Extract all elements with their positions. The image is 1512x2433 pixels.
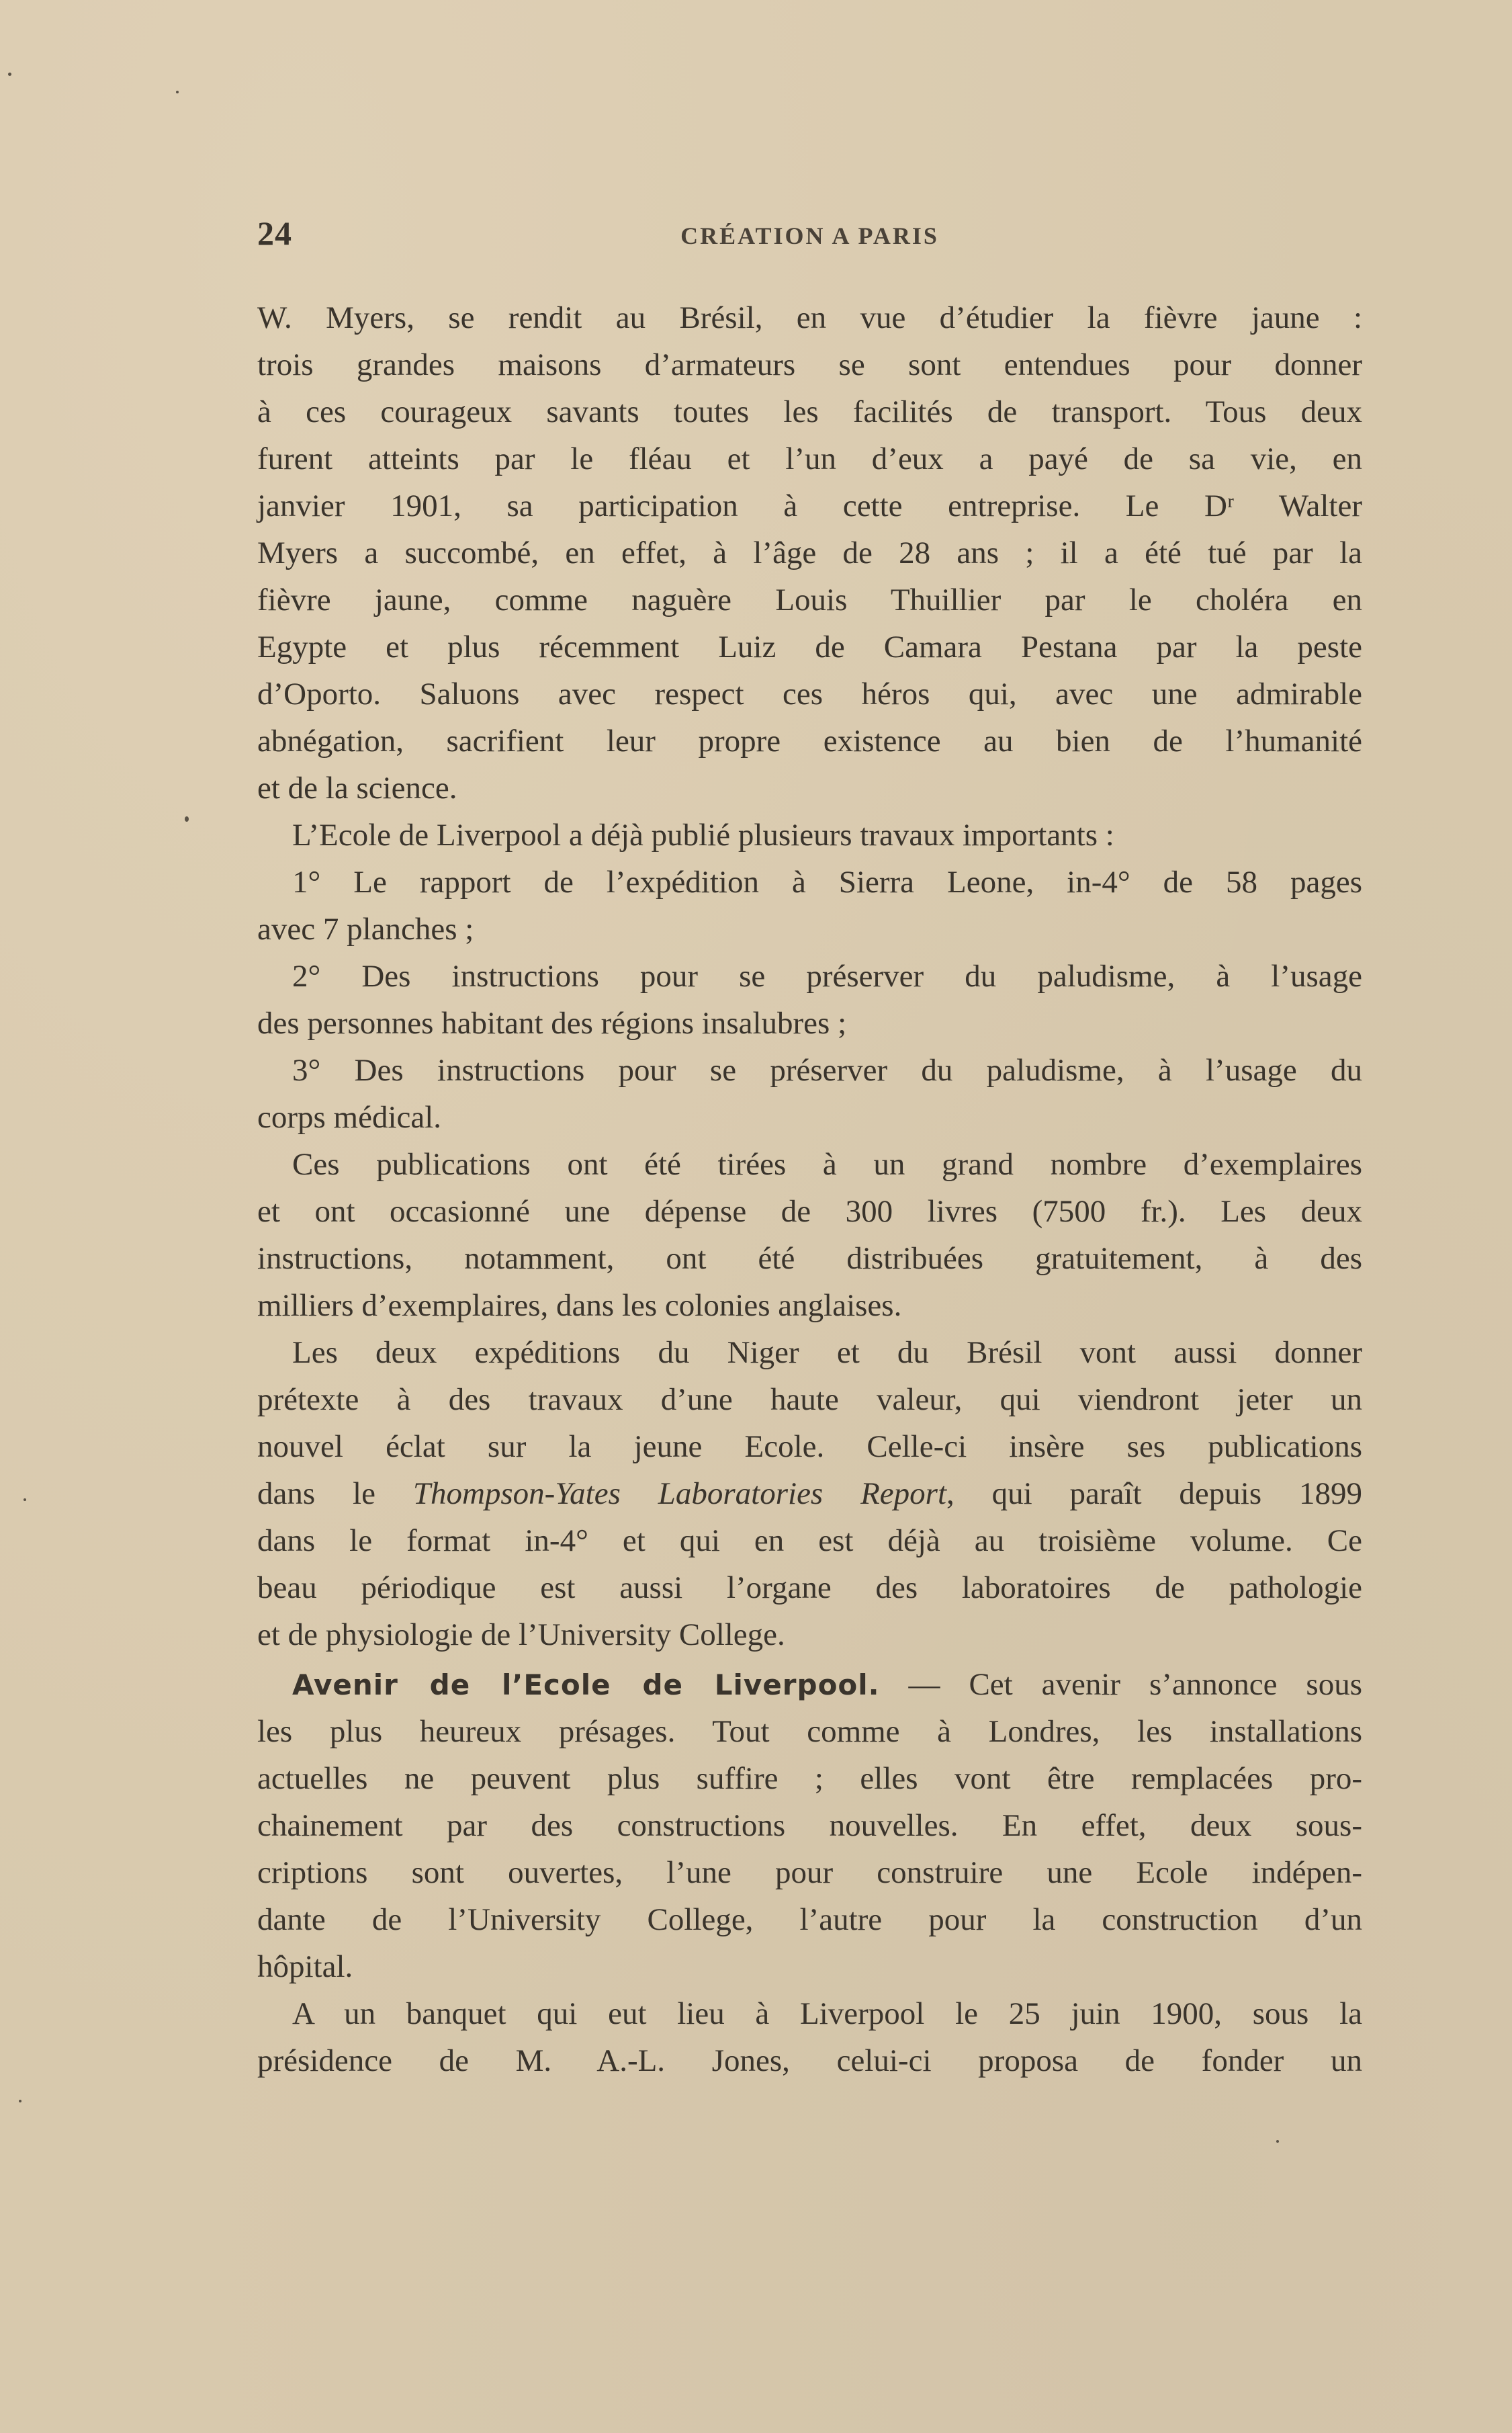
text-line: et de la science.: [257, 771, 457, 806]
text-fragment: — Cet avenir s’annonce sous: [879, 1667, 1362, 1702]
list-item: [257, 1047, 1362, 1141]
text-line: prétexte à des travaux d’une haute valeur, qui viendront jeter un: [257, 1382, 1362, 1417]
text-line: chainement par des constructions nouvelles. En effet, deux sous-: [257, 1808, 1362, 1843]
text-line: [257, 1661, 1362, 1708]
text-line: 3° Des instructions pour se préserver du paludisme, à l’usage du: [292, 1053, 1362, 1088]
paper-speck: [19, 2100, 21, 2102]
text-line: et de physiologie de l’University College.: [257, 1617, 785, 1652]
text-line: nouvel éclat sur la jeune Ecole. Celle-ci insère ses publications: [257, 1429, 1362, 1464]
text-line: fièvre jaune, comme naguère Louis Thuillier par le choléra en: [257, 583, 1362, 617]
paper-speck: [1276, 2140, 1279, 2143]
text-line: avec 7 planches ;: [257, 912, 474, 947]
text-line: actuelles ne peuvent plus suffire ; elles vont être remplacées pro-: [257, 1761, 1362, 1796]
text-line: furent atteints par le fléau et l’un d’eux a payé de sa vie, en: [257, 441, 1362, 476]
text-line: janvier 1901, sa participation à cette entreprise. Le Dʳ Walter: [257, 488, 1362, 523]
text-line: 1° Le rapport de l’expédition à Sierra Leone, in-4° de 58 pages: [292, 865, 1362, 900]
text-line: L’Ecole de Liverpool a déjà publié plusieurs travaux importants :: [292, 818, 1114, 853]
paper-speck: [185, 816, 189, 822]
paragraph: [257, 812, 1362, 859]
journal-title: Thompson-Yates Laboratories Report: [412, 1476, 947, 1511]
section-heading: Avenir de l’Ecole de Liverpool.: [292, 1668, 880, 1701]
text-line: Les deux expéditions du Niger et du Brésil vont aussi donner: [292, 1335, 1362, 1370]
text-line: et ont occasionné une dépense de 300 livres (7500 fr.). Les deux: [257, 1194, 1362, 1229]
text-line: Egypte et plus récemment Luiz de Camara Pestana par la peste: [257, 630, 1362, 665]
paper-speck: [176, 91, 179, 93]
text-line: 2° Des instructions pour se préserver du paludisme, à l’usage: [292, 959, 1362, 994]
list-item: [257, 859, 1362, 953]
paragraph: [257, 294, 1362, 812]
text-line: d’Oporto. Saluons avec respect ces héros qui, avec une admirable: [257, 677, 1362, 712]
text-line: les plus heureux présages. Tout comme à Londres, les installations: [257, 1714, 1362, 1749]
page-number: 24: [257, 214, 292, 252]
text-line: des personnes habitant des régions insalubres ;: [257, 1006, 847, 1041]
text-line: présidence de M. A.-L. Jones, celui-ci proposa de fonder un: [257, 2043, 1362, 2078]
running-title: CRÉATION A PARIS: [680, 222, 939, 249]
text-line: W. Myers, se rendit au Brésil, en vue d’étudier la fièvre jaune :: [257, 300, 1362, 335]
text-fragment: , qui paraît depuis 1899: [946, 1476, 1362, 1511]
paper-speck: [8, 73, 11, 76]
paragraph: [257, 1990, 1362, 2084]
text-line: beau périodique est aussi l’organe des laboratoires de pathologie: [257, 1570, 1362, 1605]
text-line: dans le format in-4° et qui en est déjà au troisième volume. Ce: [257, 1523, 1362, 1558]
text-line: Myers a succombé, en effet, à l’âge de 28 ans ; il a été tué par la: [257, 536, 1362, 570]
text-line: trois grandes maisons d’armateurs se sont entendues pour donner: [257, 347, 1362, 382]
text-line: hôpital.: [257, 1949, 353, 1984]
list-item: [257, 953, 1362, 1047]
paper-speck: [24, 1498, 26, 1501]
text-line: [257, 1470, 1362, 1517]
text-line: abnégation, sacrifient leur propre existence au bien de l’humanité: [257, 724, 1362, 759]
text-line: criptions sont ouvertes, l’une pour construire une Ecole indépen-: [257, 1855, 1362, 1890]
text-line: instructions, notamment, ont été distribuées gratuitement, à des: [257, 1241, 1362, 1276]
text-line: milliers d’exemplaires, dans les colonies anglaises.: [257, 1288, 902, 1323]
text-fragment: dans le: [257, 1476, 413, 1511]
text-line: A un banquet qui eut lieu à Liverpool le 25 juin 1900, sous la: [292, 1996, 1362, 2031]
text-line: à ces courageux savants toutes les facilités de transport. Tous deux: [257, 394, 1362, 429]
text-line: corps médical.: [257, 1100, 442, 1135]
paragraph: [257, 1141, 1362, 1329]
paragraph: [257, 1329, 1362, 1658]
body-text: [257, 294, 1362, 2084]
text-line: dante de l’University College, l’autre pour la construction d’un: [257, 1902, 1362, 1937]
section-paragraph: [257, 1661, 1362, 1990]
running-head: [257, 214, 1362, 254]
text-line: Ces publications ont été tirées à un grand nombre d’exemplaires: [292, 1147, 1362, 1182]
